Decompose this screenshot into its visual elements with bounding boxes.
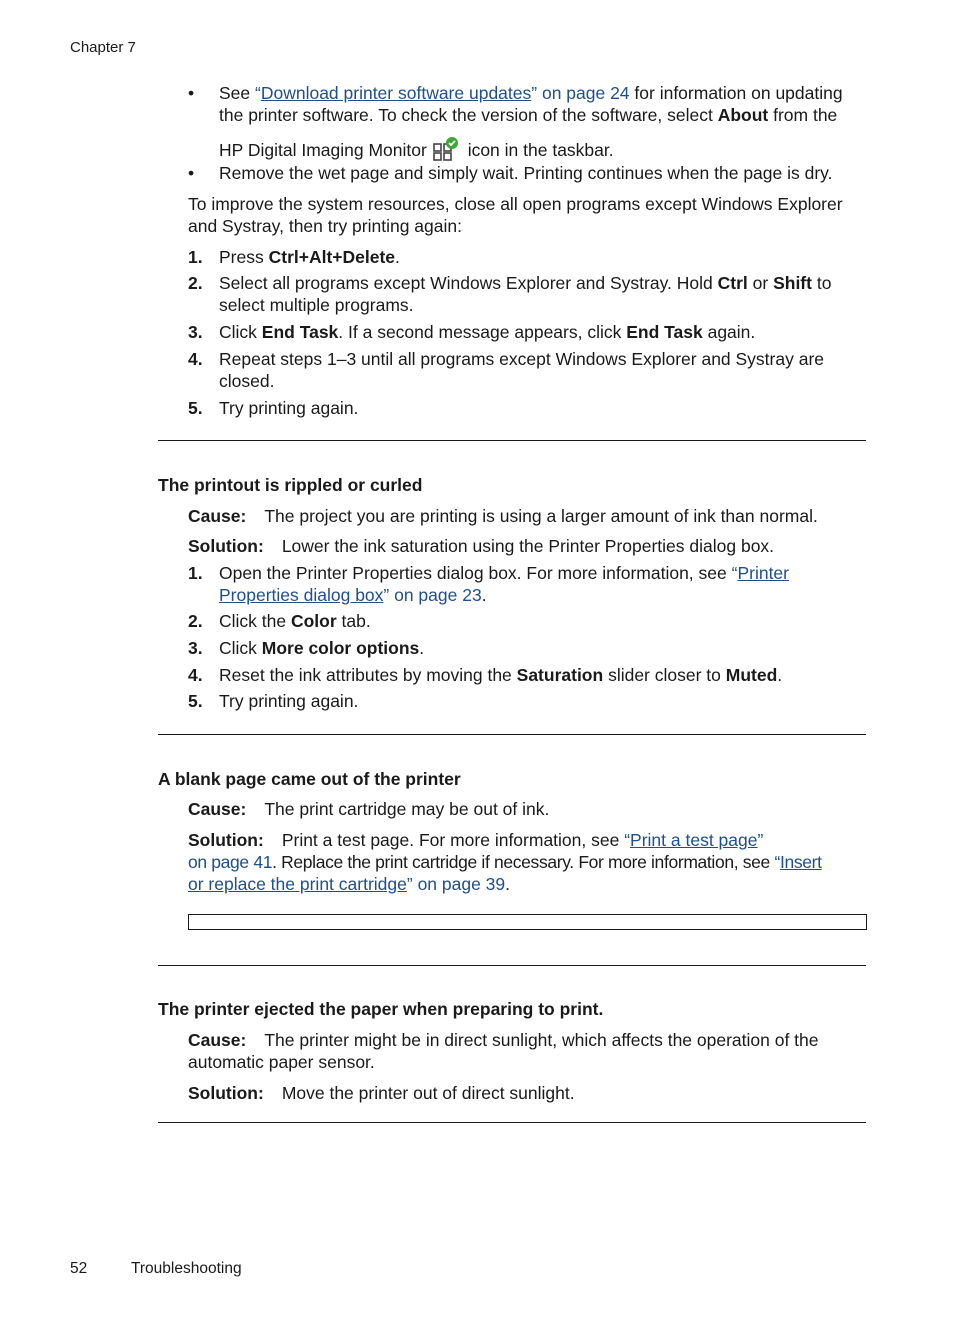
step-5: Try printing again. bbox=[219, 691, 359, 711]
step-4: Reset the ink attributes by moving the Saturation slider closer to Muted. bbox=[219, 665, 783, 685]
step-4: Repeat steps 1–3 until all programs except Windows Explorer and Systray are closed. bbox=[219, 349, 825, 391]
bullet-item-line3: HP Digital Imaging Monitor icon in the taskbar. bbox=[219, 136, 869, 162]
step-number: 2. bbox=[188, 273, 203, 293]
section-title-ejected: The printer ejected the paper when preparing to print. bbox=[158, 999, 604, 1019]
cause-line: Cause: The print cartridge may be out of ink. bbox=[188, 799, 550, 819]
solution-line: Solution: Move the printer out of direct sunlight. bbox=[188, 1083, 575, 1103]
cause-line: Cause: The project you are printing is using a larger amount of ink than normal. bbox=[188, 506, 818, 526]
section-title-rippled: The printout is rippled or curled bbox=[158, 475, 423, 495]
chapter-header: Chapter 7 bbox=[70, 39, 136, 56]
footer-section: Troubleshooting bbox=[131, 1260, 242, 1277]
insert-cartridge-link-cont[interactable]: or replace the print cartridge” on page 39 bbox=[188, 874, 506, 894]
step-number: 5. bbox=[188, 691, 203, 711]
step-3: Click More color options. bbox=[219, 638, 425, 658]
page-41-link[interactable]: on page 41 bbox=[188, 852, 273, 872]
download-updates-link[interactable]: “Download printer software updates” on page 24 bbox=[255, 83, 630, 103]
section-divider bbox=[158, 965, 866, 966]
step-2: Select all programs except Windows Explorer and Systray. Hold Ctrl or Shift to select multiple programs. bbox=[219, 273, 832, 315]
solution-paragraph: Solution: Print a test page. For more information, see “Print a test page” on page 41. Replace the print cartridge if necessary. For more information, see “Insert or replace the print cartridge” on page 39. bbox=[188, 830, 822, 894]
step-number: 1. bbox=[188, 247, 203, 267]
bullet-item-wet-page: Remove the wet page and simply wait. Printing continues when the page is dry. bbox=[219, 163, 833, 183]
print-test-page-link[interactable]: “Print a test page” bbox=[624, 830, 764, 850]
step-number: 4. bbox=[188, 665, 203, 685]
step-1: Open the Printer Properties dialog box. For more information, see “Printer Properties dialog box” on page 23. bbox=[219, 563, 789, 605]
step-number: 5. bbox=[188, 398, 203, 418]
printer-properties-link[interactable]: “Printer Properties dialog box” on page 23 bbox=[219, 563, 789, 605]
section-divider bbox=[158, 440, 866, 441]
insert-cartridge-link[interactable]: “Insert bbox=[774, 852, 822, 872]
step-number: 2. bbox=[188, 611, 203, 631]
cause-paragraph: Cause: The printer might be in direct sunlight, which affects the operation of the automatic paper sensor. bbox=[188, 1030, 819, 1072]
step-2: Click the Color tab. bbox=[219, 611, 371, 631]
step-3: Click End Task. If a second message appears, click End Task again. bbox=[219, 322, 756, 342]
step-1: Press Ctrl+Alt+Delete. bbox=[219, 247, 400, 267]
hp-digital-imaging-monitor-icon bbox=[431, 136, 459, 162]
step-number: 3. bbox=[188, 322, 203, 342]
bullet-marker: • bbox=[188, 163, 195, 183]
step-number: 3. bbox=[188, 638, 203, 658]
step-5: Try printing again. bbox=[219, 398, 359, 418]
system-resources-paragraph: To improve the system resources, close all open programs except Windows Explorer and Systray, then try printing again: bbox=[188, 194, 843, 236]
solution-line: Solution: Lower the ink saturation using the Printer Properties dialog box. bbox=[188, 536, 775, 556]
section-divider bbox=[158, 1122, 866, 1123]
section-divider bbox=[158, 734, 866, 735]
bullet-item-line2: the printer software. To check the version of the software, select About from the bbox=[219, 105, 838, 125]
empty-box bbox=[188, 914, 867, 930]
bullet-item-software-updates: See “Download printer software updates” on page 24 for information on updating bbox=[219, 83, 843, 103]
section-title-blank-page: A blank page came out of the printer bbox=[158, 769, 461, 789]
bullet-marker: • bbox=[188, 83, 195, 103]
step-number: 4. bbox=[188, 349, 203, 369]
step-number: 1. bbox=[188, 563, 203, 583]
page-number: 52 bbox=[70, 1260, 88, 1277]
